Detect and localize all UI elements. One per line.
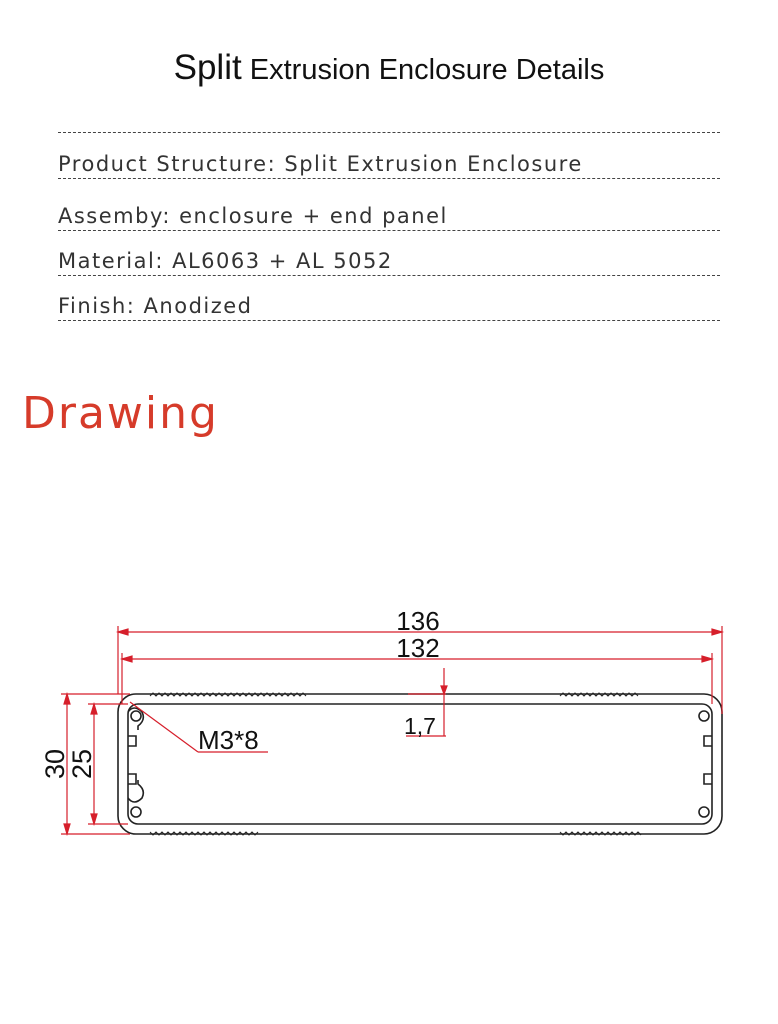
right-screw-hole-top — [699, 711, 709, 721]
title-split: Split — [173, 48, 242, 87]
spec-row-structure: Product Structure: Split Extrusion Enclosure — [58, 152, 720, 179]
title-rest: Extrusion Enclosure Details — [249, 54, 605, 86]
spec-row-assembly: Assemby: enclosure + end panel — [58, 204, 720, 231]
screw-spec-label: M3*8 — [198, 725, 259, 755]
screw-leader-line — [130, 702, 198, 752]
left-screw-hole-top — [131, 711, 141, 721]
spec-value: Split Extrusion Enclosure — [284, 152, 583, 176]
top-divider — [58, 132, 720, 133]
spec-value: enclosure + end panel — [179, 204, 448, 228]
dim-inner-height-label: 25 — [67, 748, 97, 780]
spec-label: Finish — [58, 294, 127, 318]
drawing-heading: Drawing — [22, 388, 219, 439]
spec-row-material: Material: AL6063 + AL 5052 — [58, 249, 720, 276]
spec-value: Anodized — [143, 294, 253, 318]
spec-label: Product Structure — [58, 152, 268, 176]
left-screw-boss — [128, 708, 143, 802]
left-slot-rails — [128, 736, 136, 784]
left-screw-hole-bottom — [131, 807, 141, 817]
spec-label: Assemby — [58, 204, 163, 228]
right-screw-hole-bottom — [699, 807, 709, 817]
dim-wall-label: 1,7 — [404, 713, 436, 739]
spec-row-finish: Finish: Anodized — [58, 294, 720, 321]
page-title — [0, 48, 778, 88]
right-slot-rails — [704, 736, 712, 784]
dimension-lines — [61, 626, 722, 834]
dim-outer-width-label: 136 — [396, 606, 440, 636]
dim-wall-arrow — [441, 686, 447, 694]
spec-value: AL6063 + AL 5052 — [172, 249, 393, 273]
dim-inner-width-label: 132 — [396, 633, 440, 663]
technical-drawing — [0, 590, 778, 860]
dim-outer-height-label: 30 — [40, 748, 70, 780]
spec-label: Material — [58, 249, 156, 273]
